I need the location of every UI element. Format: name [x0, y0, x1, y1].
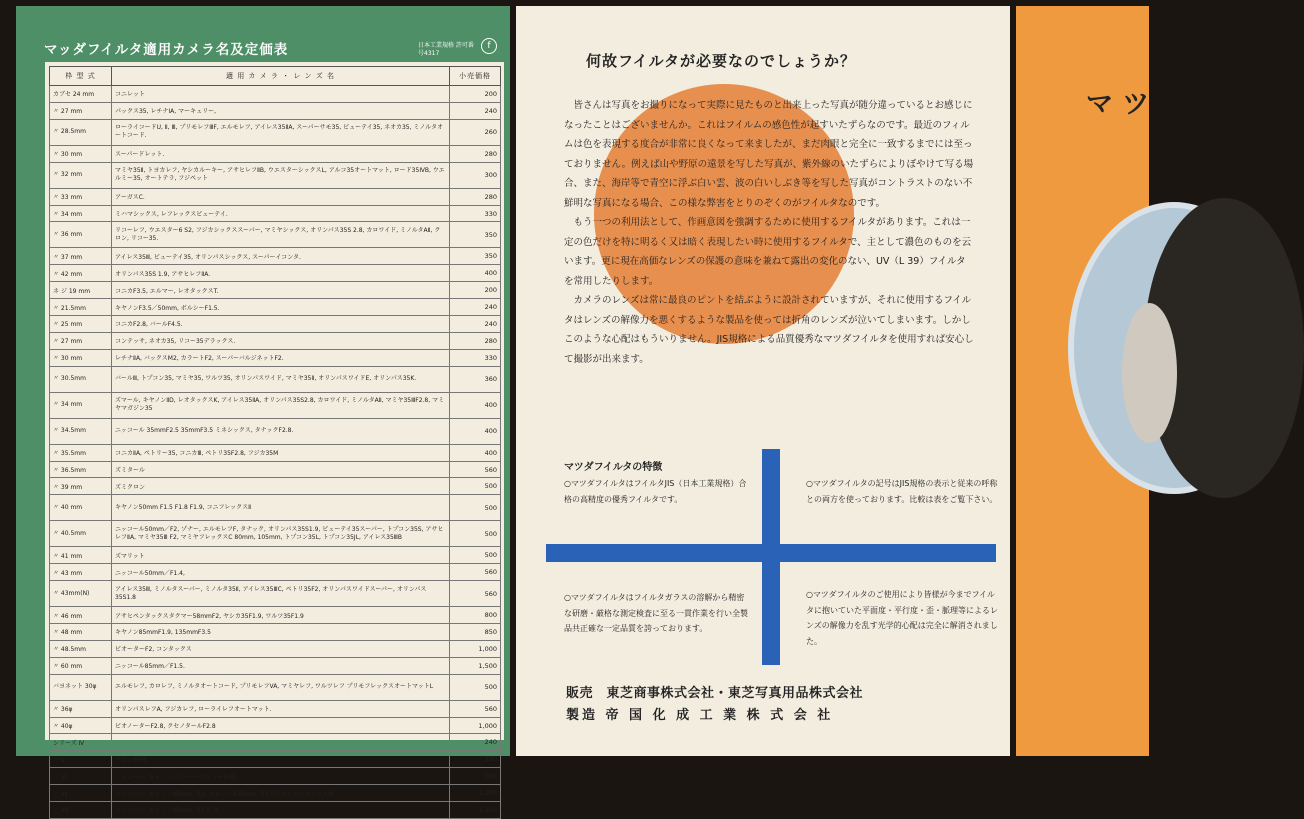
camera-cell: アイレス35Ⅲ, ビューテイ35, オリンパスシックス, スーパーイコンタ. — [112, 248, 450, 265]
camera-cell: キヤノン85mmF1.9, 135mmF3.5 — [112, 624, 450, 641]
type-cell: バヨネット 30φ — [50, 674, 112, 700]
price-cell: 400 — [450, 392, 501, 418]
camera-cell: オリンパスレフA, フジカレフ, ローライレフオートマット. — [112, 700, 450, 717]
column-header-price: 小売価格 — [450, 67, 501, 86]
table-row — [50, 700, 501, 717]
table-row — [50, 564, 501, 581]
camera-cell: エルモレフ, カロレフ, ミノルタオートコード, プリモレフVA, マミヤレフ, ワルツレフ プリモフレックスオートマットL — [112, 674, 450, 700]
price-cell: 240 — [450, 316, 501, 333]
table-row — [50, 418, 501, 444]
price-cell: 500 — [450, 768, 501, 785]
table-row — [50, 607, 501, 624]
price-cell: 360 — [450, 366, 501, 392]
type-cell: 〃 40φ — [50, 717, 112, 734]
blue-cross-horizontal — [546, 544, 996, 562]
feature-item: ○マツダフイルタはフイルタガラスの溶解から精密な研磨・厳格な測定検査に至る一貫作業を行い全製品共正確な一定品質を誇っております。 — [564, 593, 748, 633]
type-cell: 〃 39 mm — [50, 478, 112, 495]
type-cell: 〃 Ⅴ — [50, 751, 112, 768]
feature-item: ○マツダフイルタの記号はJIS規格の表示と従来の呼称との両方を使っております。比較は表をご覧下さい。 — [806, 479, 998, 504]
type-cell: 〃 37 mm — [50, 248, 112, 265]
type-cell: 〃 43mm(N) — [50, 581, 112, 607]
price-cell: 400 — [450, 444, 501, 461]
price-cell: 330 — [450, 751, 501, 768]
type-cell: 〃 36φ — [50, 700, 112, 717]
price-cell: 330 — [450, 349, 501, 366]
price-cell: 560 — [450, 461, 501, 478]
price-cell: 560 — [450, 581, 501, 607]
table-row — [50, 332, 501, 349]
jis-permit-number: 日本工業規格 許可番号4317 — [418, 42, 474, 57]
table-title: マッダフイルタ適用カメラ名及定価表 — [44, 42, 289, 58]
camera-cell: ズミクロン — [112, 478, 450, 495]
jis-logo-icon: f — [481, 38, 497, 54]
table-row — [50, 657, 501, 674]
price-table-panel — [16, 6, 510, 815]
paragraph: 皆さんは写真をお撮りになって実際に見たものと出来上った写真が随分違っているとお感じになったことはございませんか。これはフイルムの感色性が起すいたずらなのです。最近のフィルムは色を表現する度合が非常に良くなって来ましたが、まだ肉眼と完全に一致するまでには至っておりません。例えば山や野原の遠景を写した写真が、紫外線のいたずらによりぼやけて写る場合、また、海岸等で青空に浮ぶ白い雲、波の白いしぶき等を写した写真がコントラストのない不鮮明な写真になる場合、この様な弊害をとりのぞくのがフイルタなのです。 — [564, 100, 974, 209]
type-cell: 〃 40 mm — [50, 495, 112, 521]
type-cell: 〃 Ⅶ — [50, 785, 112, 802]
table-row — [50, 521, 501, 547]
camera-cell: レチナⅡA, バックスM2, カラートF2, スーパーバルジネットF2. — [112, 349, 450, 366]
type-cell: 〃 46 mm — [50, 607, 112, 624]
type-cell: 〃 48.5mm — [50, 640, 112, 657]
brand-title: マツ — [1086, 89, 1160, 120]
table-row — [50, 349, 501, 366]
price-cell: 500 — [450, 674, 501, 700]
camera-cell: リコーレフ, ウエスター6 S2, フジカシックススーパー, マミヤシックス, オリンパス35S 2.8, カロワイド, ミノルタAⅡ, クロン, リコー35. — [112, 222, 450, 248]
type-cell: 〃 34.5mm — [50, 418, 112, 444]
camera-cell: ズマール, キヤノンⅡD, レオタックスK, アイレス35ⅡA, オリンパス35S2.8, カロワイド, ミノルタAⅡ, マミヤ35ⅢF2.8, マミヤマガジン35 — [112, 392, 450, 418]
price-table-body — [50, 86, 501, 819]
camera-cell: マミヤ35Ⅱ, トヨカレフ, ヤシカルーキー, アサヒレフⅡB, ウエスターシックスL, アルコ35オートマット, ロード35ⅣB, ウエルミー35, オートテラ, フジペット — [112, 162, 450, 188]
price-cell: 1,350 — [450, 802, 501, 819]
price-cell: 400 — [450, 418, 501, 444]
camera-cell: コンテッサ, ネオカ35, リコー35デラックス. — [112, 332, 450, 349]
table-row — [50, 265, 501, 282]
section-title: 何故フイルタが必要なのでしょうか？ — [586, 52, 857, 70]
price-cell: 280 — [450, 188, 501, 205]
price-cell: 500 — [450, 478, 501, 495]
table-row — [50, 316, 501, 333]
price-cell: 560 — [450, 700, 501, 717]
price-cell: 280 — [450, 145, 501, 162]
sales-company: 販売 東芝商事株式会社・東芝写真用品株式会社 — [566, 686, 864, 701]
table-row — [50, 102, 501, 119]
camera-cell: ズマリット — [112, 547, 450, 564]
price-cell: 500 — [450, 547, 501, 564]
table-row — [50, 751, 501, 768]
price-cell: 850 — [450, 624, 501, 641]
portrait-face — [1122, 303, 1177, 443]
price-table — [49, 66, 501, 819]
type-cell: 〃 21.5mm — [50, 299, 112, 316]
camera-cell: キヤノンF3.5／50mm, ボルシーF1.5. — [112, 299, 450, 316]
manufacturer: 製造 帝 国 化 成 工 業 株 式 会 社 — [566, 708, 834, 723]
table-row — [50, 768, 501, 785]
type-cell: 〃 28.5mm — [50, 119, 112, 145]
column-header-type: 枠 型 式 — [50, 67, 112, 86]
type-cell: 〃 41 mm — [50, 547, 112, 564]
table-row — [50, 581, 501, 607]
price-cell: 800 — [450, 607, 501, 624]
table-row — [50, 444, 501, 461]
table-row — [50, 205, 501, 222]
table-row — [50, 392, 501, 418]
camera-cell: パックス35, レチナⅠA, マーキュリー, — [112, 102, 450, 119]
column-header-cameras: 適 用 カ メ ラ ・ レ ン ズ 名 — [112, 67, 450, 86]
camera-cell: アーガスC. — [112, 188, 450, 205]
type-cell: 〃 42 mm — [50, 265, 112, 282]
camera-cell: ローライコードU, Ⅱ, Ⅲ, プリモレフⅢF, エルモレフ, アイレス35ⅡA, スーパーサモ35, ビューテイ35, ネオカ35, ミノルタオートコード. — [112, 119, 450, 145]
camera-cell: バールⅢ, トプコン35, マミヤ35, ワルツ35, オリンパスワイド, マミヤ35Ⅱ, オリンパスワイドE, オリンパス35K. — [112, 366, 450, 392]
price-cell: 350 — [450, 248, 501, 265]
paragraph: カメラのレンズは常に最良のピントを結ぶように設計されていますが、それに使用するフイルタはレンズの解像力を悪くするような製品を使っては折角のレンズが泣いてしまいます。しかしこのような心配はもういりません。JIS規格による品質優秀なマツダフイルタを使用すれば安心して撮影が出来ます。 — [564, 295, 974, 365]
price-table-box — [45, 62, 504, 815]
features-title: マツダフイルタの特徴 — [564, 462, 663, 473]
camera-cell: アサヒペンタックスタクマー58mmF2, ヤシカ35F1.9, ワルツ35F1.9 — [112, 607, 450, 624]
price-cell: 1,000 — [450, 640, 501, 657]
price-cell: 300 — [450, 162, 501, 188]
table-row — [50, 478, 501, 495]
type-cell: 〃 60 mm — [50, 657, 112, 674]
price-cell: 240 — [450, 102, 501, 119]
type-cell: シリーズ Ⅳ — [50, 734, 112, 751]
price-cell: 500 — [450, 495, 501, 521]
table-row — [50, 624, 501, 641]
camera-cell: コニカF2.8, バールF4.5. — [112, 316, 450, 333]
table-row — [50, 640, 501, 657]
camera-cell: ニッコール 35mmF2.5 35mmF3.5 ミネシックス, タナックF2.8. — [112, 418, 450, 444]
type-cell: 〃 36 mm — [50, 222, 112, 248]
cover-panel — [1016, 6, 1160, 756]
camera-cell: コニカⅡA, ペトリー35, コニカⅢ, ペトリ35F2.8, フジカ35M — [112, 444, 450, 461]
price-cell: 1,000 — [450, 717, 501, 734]
type-cell: 〃 33 mm — [50, 188, 112, 205]
table-row — [50, 547, 501, 564]
type-cell: ネ ジ 19 mm — [50, 282, 112, 299]
price-cell: 560 — [450, 564, 501, 581]
camera-cell: オリンパス35S 1.9, アサヒレフⅡA. — [112, 265, 450, 282]
camera-cell: ズミタール — [112, 461, 450, 478]
price-cell: 260 — [450, 119, 501, 145]
camera-cell: ビオノーターF2.8, クセノタールF2.8 — [112, 717, 450, 734]
price-cell: 200 — [450, 282, 501, 299]
table-row — [50, 299, 501, 316]
table-row — [50, 145, 501, 162]
camera-cell: アイレス35Ⅲ, ミノルタスーパー, ミノルタ35Ⅱ, アイレス35ⅢC, ペトリ35F2, オリンパスワイドスーパー, オリンパス35S1.8 — [112, 581, 450, 607]
price-cell: 1,500 — [450, 657, 501, 674]
type-cell: 〃 Ⅷ — [50, 802, 112, 819]
price-cell: 240 — [450, 734, 501, 751]
type-cell: 〃 35.5mm — [50, 444, 112, 461]
type-cell: 〃 30 mm — [50, 349, 112, 366]
feature-item: ○マツダフイルタはフイルタJIS（日本工業規格）合格の高精度の優秀フイルタです。 — [564, 479, 747, 504]
table-row — [50, 366, 501, 392]
type-cell: 〃 30 mm — [50, 145, 112, 162]
price-cell: 1,000 — [450, 785, 501, 802]
camera-cell: ニッコール, キャノン, スーパーロッコール他. — [112, 768, 450, 785]
explanation-panel — [516, 6, 1010, 756]
price-cell: 280 — [450, 332, 501, 349]
table-row — [50, 717, 501, 734]
price-cell: 240 — [450, 299, 501, 316]
camera-cell: ミハマシックス, レフレックスビューテイ. — [112, 205, 450, 222]
type-cell: 〃 Ⅵ — [50, 768, 112, 785]
type-cell: 〃 36.5mm — [50, 461, 112, 478]
type-cell: 〃 43 mm — [50, 564, 112, 581]
table-row — [50, 188, 501, 205]
type-cell: 〃 34 mm — [50, 392, 112, 418]
type-cell: 〃 27 mm — [50, 332, 112, 349]
table-row — [50, 119, 501, 145]
table-row — [50, 162, 501, 188]
type-cell: 〃 30.5mm — [50, 366, 112, 392]
price-cell: 400 — [450, 265, 501, 282]
explanation-body — [564, 96, 974, 369]
camera-cell: ワルツ35他. — [112, 751, 450, 768]
table-row — [50, 802, 501, 819]
price-cell: 500 — [450, 521, 501, 547]
camera-cell: ビオーターF2, コンタックス — [112, 640, 450, 657]
type-cell: 〃 48 mm — [50, 624, 112, 641]
feature-item: ○マツダフイルタのご使用により皆様が今までフイルタに抱いていた平面度・平行度・歪・脈理等によるレンズの解像力を乱す光学的心配は完全に解消されました。 — [806, 590, 998, 646]
type-cell: 〃 32 mm — [50, 162, 112, 188]
portrait-photo — [1068, 202, 1280, 494]
type-cell: 〃 34 mm — [50, 205, 112, 222]
table-row — [50, 674, 501, 700]
table-row — [50, 248, 501, 265]
type-cell: 〃 25 mm — [50, 316, 112, 333]
table-row — [50, 495, 501, 521]
camera-cell: コニカF3.5, エルマー, レオタックスT. — [112, 282, 450, 299]
camera-cell: ニッコール, キャノン85mm／F1.5 他. — [112, 802, 450, 819]
table-row — [50, 282, 501, 299]
camera-cell: ニッコール, キャノン85mm／F2, キャノン135mm／F3.5アサヒペンタックス他. — [112, 785, 450, 802]
camera-cell: ニッコール50mm／F2, ゾナー, エルモレフF, タナック, オリンパス35S1.9, ビューテイ35スーパー, トプコン35S, アサヒレフⅡA, マミヤ35Ⅲ F2, マミヤフレックスC 80mm, 105mm, トプコン35L, トプコン35JL, アイレス35ⅢB — [112, 521, 450, 547]
type-cell: 〃 27 mm — [50, 102, 112, 119]
camera-cell: スーパードレット. — [112, 145, 450, 162]
camera-cell: キヤノン50mm F1.5 F1.8 F1.9, コニフレックスⅡ — [112, 495, 450, 521]
camera-cell — [112, 734, 450, 751]
type-cell: カブセ 24 mm — [50, 86, 112, 103]
camera-cell: ニッコール85mm／F1.5. — [112, 657, 450, 674]
price-cell: 200 — [450, 86, 501, 103]
price-cell: 330 — [450, 205, 501, 222]
paragraph: もう一つの利用法として、作画意図を強調するために使用するフイルタがあります。これは一定の色だけを特に明るく又は暗く表現したい時に使用するフイルタで、主として濃色のものを云います。更に現在高価なレンズの保護の意味を兼ねて露出の変化のない、UV（L 39）フイルタを常用したりします。 — [564, 217, 972, 287]
table-row — [50, 734, 501, 751]
camera-cell: ニッコール50mm／F1.4, — [112, 564, 450, 581]
table-row — [50, 785, 501, 802]
type-cell: 〃 40.5mm — [50, 521, 112, 547]
table-row — [50, 222, 501, 248]
table-row — [50, 86, 501, 103]
price-cell: 350 — [450, 222, 501, 248]
camera-cell: コニレット — [112, 86, 450, 103]
table-row — [50, 461, 501, 478]
